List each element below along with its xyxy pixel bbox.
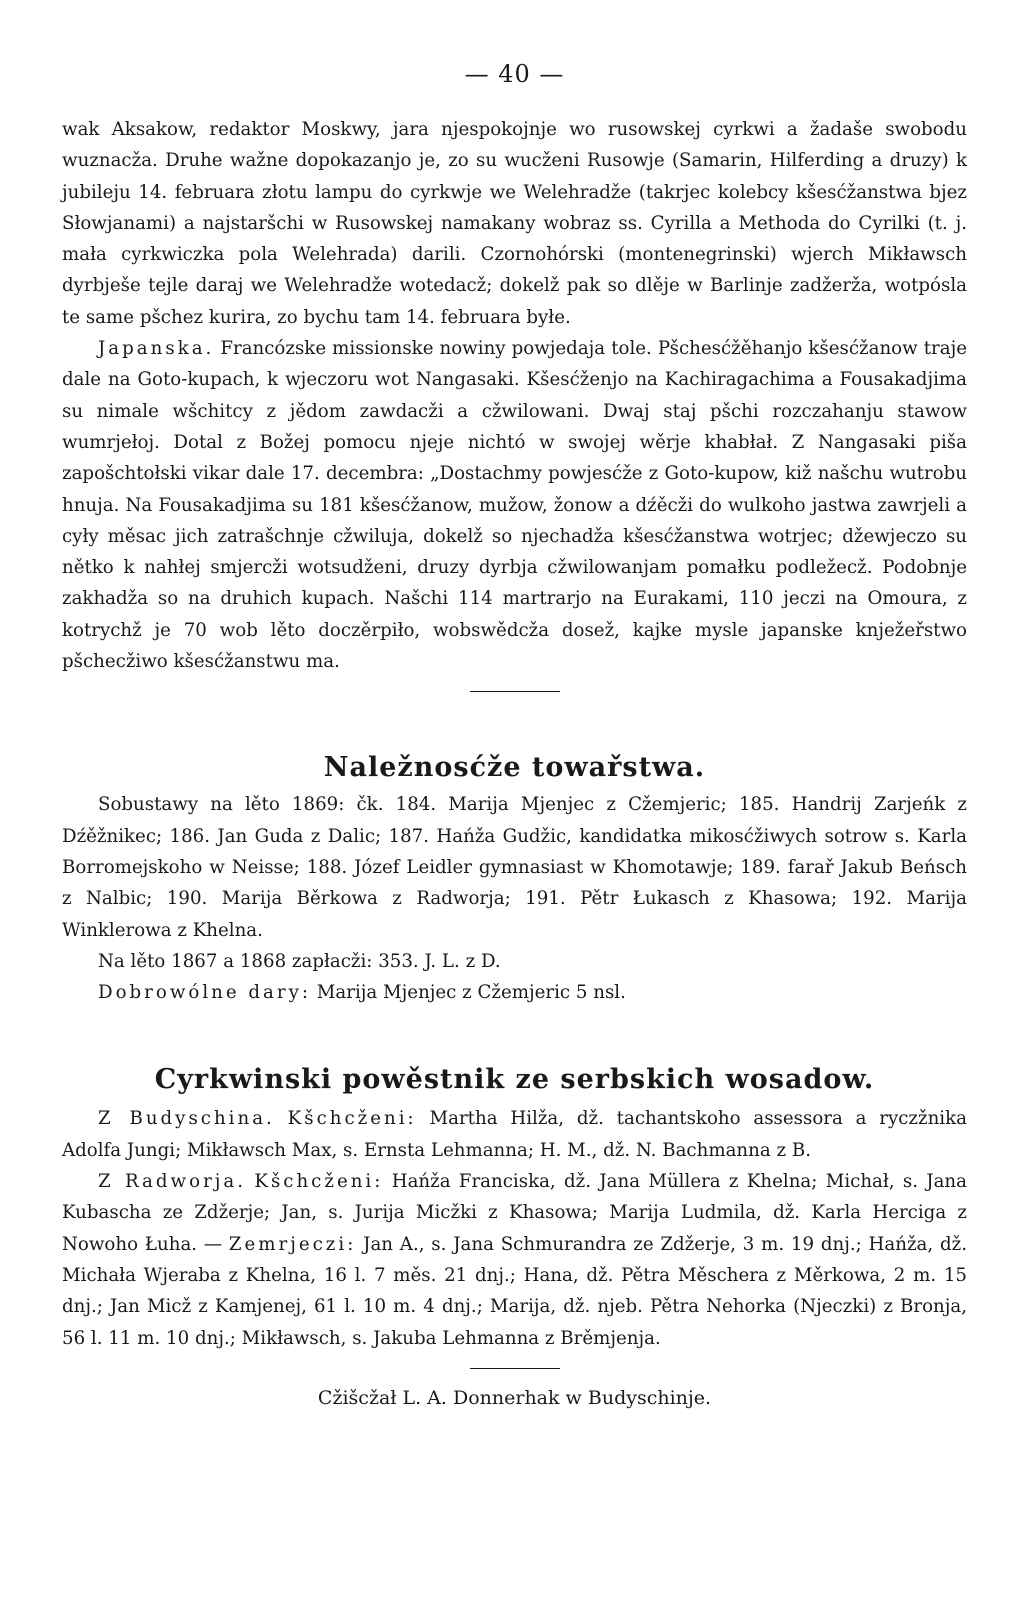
section-title-church-news: Cyrkwinski powěstnik ze serbskich wosadow. [154, 1064, 875, 1096]
members-paragraph: Sobustawy na lěto 1869: čk. 184. Marija Mjenjec z Cžemjeric; 185. Handrij Zarjeńk z Dźěžnikec; 186. Jan Guda z Dalic; 187. Hańža Gudžic, kandidatka mikosćžiwych sotrow s. Karla Borromejskoho w Neisse; 188. Józef Leidler gymnasiast w Khomotawje; 189. farař Jakub Beńsch z Nalbic; 190. Marija Běrkowa z Radworja; 191. Pětr Łukasch z Khasowa; 192. Marija Winklerowa z Khelna. [62, 794, 967, 941]
japanska-lead: Japanska. [98, 338, 215, 360]
payments-paragraph: Na lěto 1867 a 1868 zapłacži: 353. J. L. z D. [98, 950, 501, 972]
document-page [62, 60, 967, 1409]
japanska-text: Francózske missionske nowiny powjedaja tole. Pšchesćžěhanjo kšesćžanow traje dale na Goto-kupach, k wjeczoru wot Nangasaki. Kšesćženjo na Kachiragachima a Fousakadjima su nimale wšchitcy z jědom zawdacži a cžwilowani. Dwaj staj pšchi rozczahanju stawow wumrjełoj. Dotal z Božej pomocu njeje nichtó w swojej wěrje khabłał. Z Nangasaki piša zapošchtołski vikar dale 17. decembra: „Dostachmy powjesćže z Goto-kupow, kiž našchu wutrobu hnuja. Na Fousakadjima su 181 kšesćžanow, mužow, žonow a dźěcži do wulkoho jastwa zawrjeli a cyły měsac jich zatrašchnje cžwiluja, dokelž so njechadža kšesćžanstwa wotrjec; džewjeczo su nětko k nahłej smjercži wotsudženi, druzy dyrbja cžwilowanjam pomałku podležecž. Podobnje zakhadža so na druhich kupach. Našchi 114 martrarjo na Eurakami, 110 jeczi na Omoura, z kotrychž je 70 wob lěto doczěrpiło, wobswědcža dosež, kajke mysle japanske knježeřstwo pšchecžiwo kšesćžanstwu ma. [62, 338, 967, 673]
donations-paragraph [62, 977, 967, 1008]
budyshin-baptized-lead: Kšchcženi: [287, 1108, 417, 1130]
donations-text: Marija Mjenjec z Cžemjeric 5 nsl. [316, 982, 626, 1004]
budyshin-lead: Z Budyschina. [98, 1108, 275, 1130]
intro-paragraph: wak Aksakow, redaktor Moskwy, jara njespokojnje wo rusowskej cyrkwi a žadaše swobodu wuznacža. Druhe wažne dopokazanjo je, zo su wucženi Rusowje (Samarin, Hilferding a druzy) k jubileju 14. februara złotu lampu do cyrkwje we Welehradže (takrjec kolebcy kšesćžanstwa bjez Słowjanami) a najstaršchi w Rusowskej namakany wobraz ss. Cyrilla a Methoda do Cyrilki (t. j. mała cyrkwiczka pola Welehrada) darili. Czornohórski (montenegrinski) wjerch Mikławsch dyrbješe tejle daraj we Welehradže wotedacž; dokelž pak so dlěje w Barlinje zadžerža, wotpósla te same pšchez kurira, zo bychu tam 14. februara byłe. [62, 119, 967, 328]
radwor-paragraph [62, 1166, 967, 1354]
page-number: — 40 — [464, 60, 565, 88]
section-title-society: Naležnosćže towařstwa. [323, 752, 706, 784]
radwor-baptized-lead: Kšchcženi: [254, 1171, 384, 1193]
printer-imprint: Cžišcžał L. A. Donnerhak w Budyschinje. [317, 1386, 712, 1409]
budyshin-text: Martha Hilža, dž. tachantskoho assessora a ryczžnika Adolfa Jungi; Mikławsch Max, s. Ernsta Lehmanna; H. M., dž. N. Bachmanna z B. [62, 1108, 967, 1161]
japanska-paragraph [62, 333, 967, 677]
footer-divider [470, 1368, 560, 1369]
radwor-baptized-text: Hańža Franciska, dž. Jana Müllera z Khelna; Michał, s. Jana Kubascha ze Zdžerje; Jan, s. Jurija Micžki z Khasowa; Marija Ludmila, dž. Karla Herciga z Nowoho Łuha. — [62, 1171, 967, 1255]
radwor-deceased-text: Jan A., s. Jana Schmurandra ze Zdžerje, 3 m. 19 dnj.; Hańža, dž. Michała Wjeraba z Khelna, 16 l. 7 měs. 21 dnj.; Hana, dž. Pětra Měschera z Měrkowa, 2 m. 15 dnj.; Jan Micž z Kamjenej, 61 l. 10 m. 4 dnj.; Marija, dž. njeb. Pětra Nehorka (Njeczki) z Bronja, 56 l. 11 m. 10 dnj.; Mikławsch, s. Jakuba Lehmanna z Brěmjenja. [62, 1233, 967, 1349]
radwor-lead: Z Radworja. [98, 1171, 247, 1193]
budyshin-paragraph [62, 1103, 967, 1166]
section-divider [470, 691, 560, 692]
donations-lead: Dobrowólne dary: [98, 982, 311, 1004]
radwor-deceased-lead: Zemrjeczi: [228, 1233, 357, 1255]
